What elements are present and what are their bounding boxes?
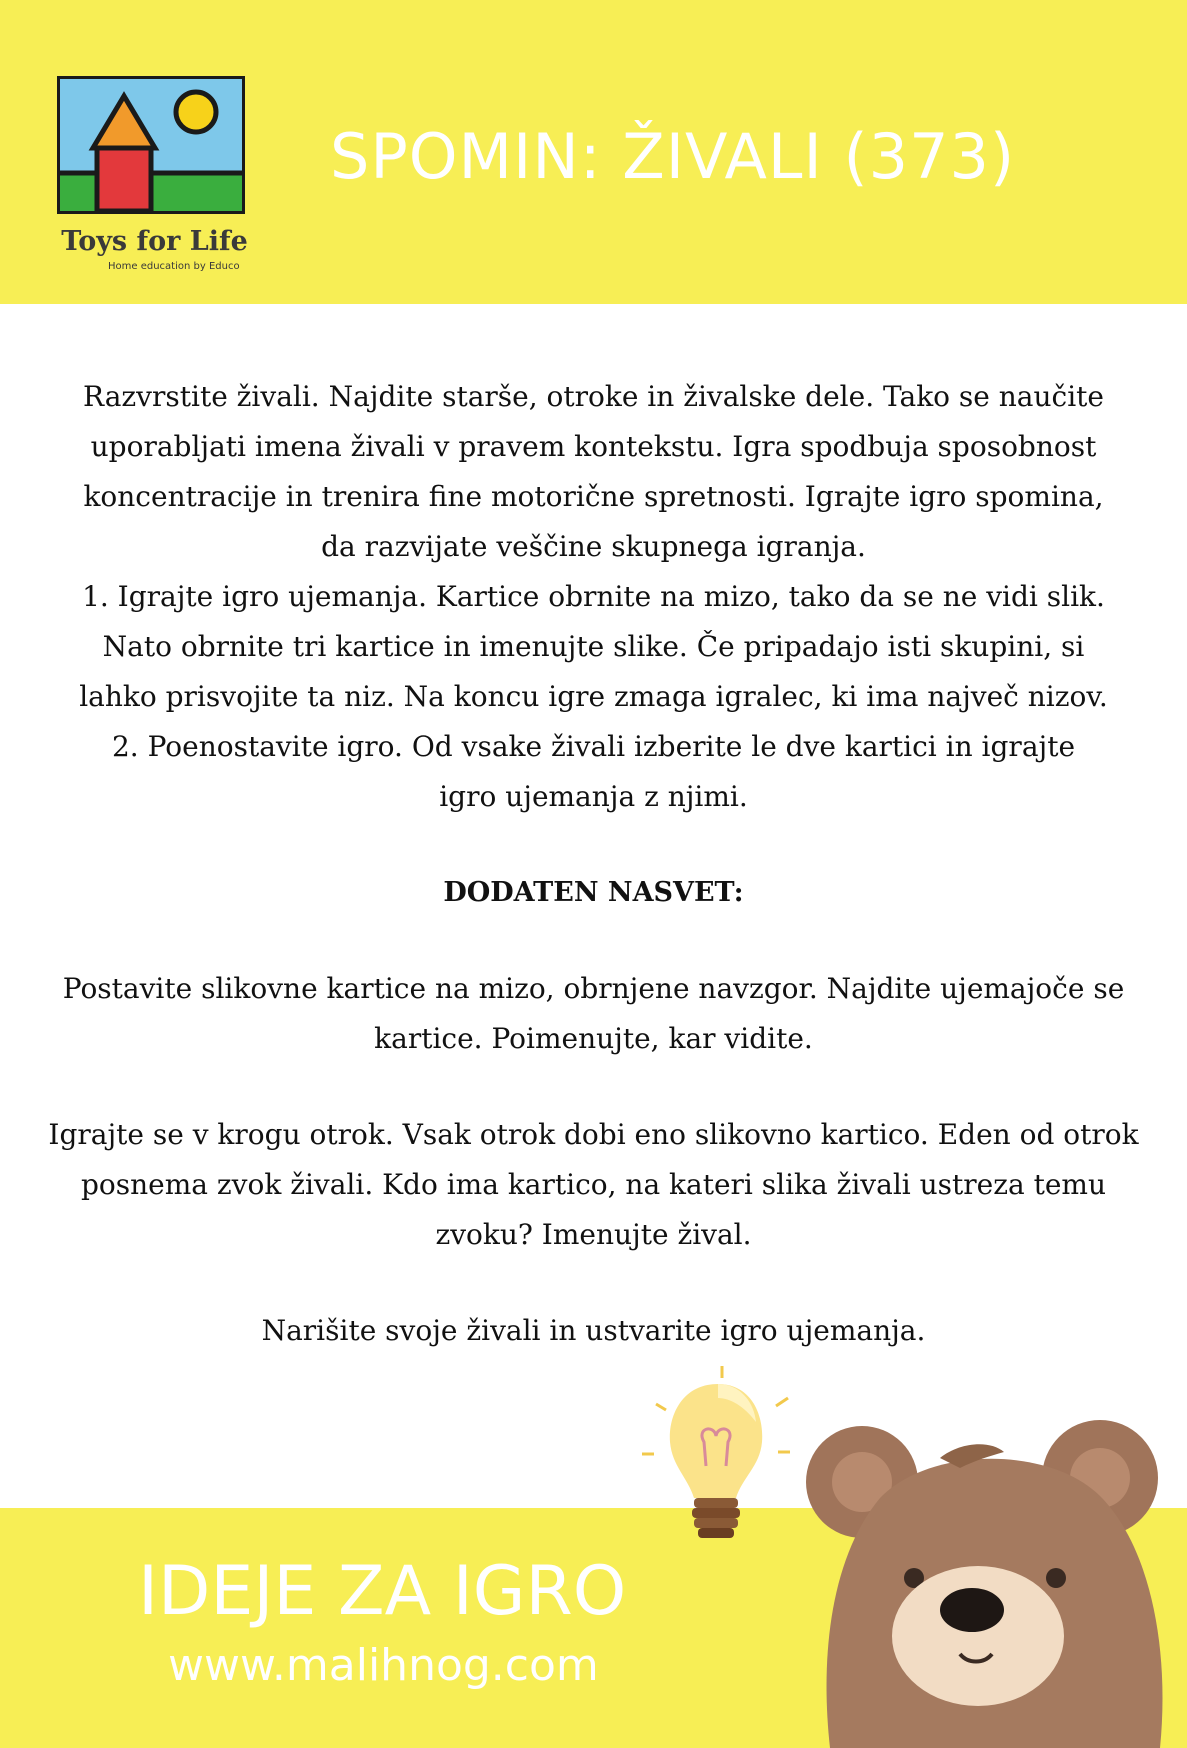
intro-line: 1. Igrajte igro ujemanja. Kartice obrnite na mizo, tako da se ne vidi slik.	[82, 580, 1105, 613]
tip-line: Postavite slikovne kartice na mizo, obrnjene navzgor. Najdite ujemajoče se	[62, 972, 1125, 1005]
tip-line: Igrajte se v krogu otrok. Vsak otrok dobi eno slikovno kartico. Eden od otrok	[48, 1118, 1139, 1151]
intro-line: lahko prisvojite ta niz. Na koncu igre zmaga igralec, ki ima največ nizov.	[79, 680, 1108, 713]
tip-line: posnema zvok živali. Kdo ima kartico, na kateri slika živali ustreza temu	[81, 1168, 1106, 1201]
tip-line: zvoku? Imenujte žival.	[435, 1218, 752, 1251]
intro-line: da razvijate veščine skupnega igranja.	[321, 530, 866, 563]
tip-heading: DODATEN NASVET:	[443, 877, 744, 908]
instructions-body	[20, 372, 1167, 1356]
intro-line: igro ujemanja z njimi.	[439, 780, 748, 813]
intro-line: koncentracije in trenira fine motorične spretnosti. Igrajte igro spomina,	[83, 480, 1104, 513]
intro-line: uporabljati imena živali v pravem kontekstu. Igra spodbuja sposobnost	[90, 430, 1097, 463]
toys-for-life-logo	[57, 76, 245, 214]
footer-title: IDEJE ZA IGRO	[138, 1552, 627, 1631]
light-bulb-icon	[636, 1362, 796, 1570]
bear-illustration	[790, 1418, 1187, 1748]
intro-line: Razvrstite živali. Najdite starše, otroke in živalske dele. Tako se naučite	[83, 380, 1104, 413]
logo-tagline: Home education by Educo	[108, 261, 240, 272]
tip-line: kartice. Poimenujte, kar vidite.	[374, 1022, 813, 1055]
page-title: SPOMIN: ŽIVALI (373)	[330, 120, 1016, 193]
logo-brand-name: Toys for Life	[61, 226, 248, 257]
intro-line: Nato obrnite tri kartice in imenujte slike. Če pripadajo isti skupini, si	[102, 630, 1085, 663]
tip-line: Narišite svoje živali in ustvarite igro ujemanja.	[261, 1314, 926, 1347]
intro-line: 2. Poenostavite igro. Od vsake živali izberite le dve kartici in igrajte	[111, 730, 1076, 763]
footer-url: www.malihnog.com	[168, 1640, 599, 1691]
